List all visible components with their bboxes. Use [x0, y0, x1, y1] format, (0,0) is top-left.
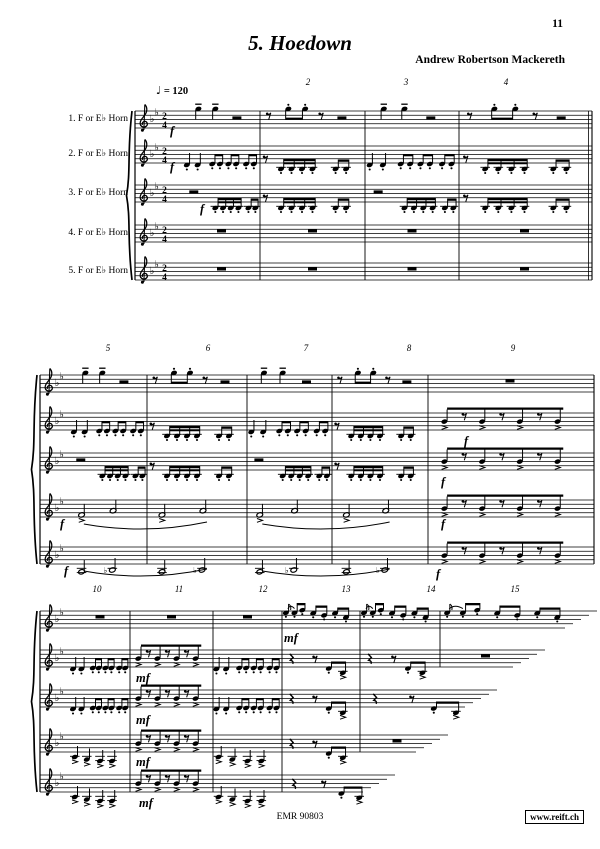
part-label-horn2: 2. F or E♭ Horn — [68, 149, 128, 159]
dynamic-marking: f — [170, 160, 175, 174]
svg-text:♭: ♭ — [59, 771, 64, 783]
svg-text:♭: ♭ — [54, 415, 60, 427]
svg-text:♭: ♭ — [54, 613, 60, 625]
svg-text:♭: ♭ — [54, 455, 60, 467]
dynamic-marking: mf — [139, 796, 153, 810]
measure-number: 13 — [341, 584, 351, 594]
svg-text:♭: ♭ — [103, 565, 108, 575]
svg-text:2: 2 — [162, 225, 167, 236]
svg-text:♭: ♭ — [59, 686, 64, 698]
svg-text:♭: ♭ — [59, 731, 64, 743]
svg-text:♭: ♭ — [193, 565, 197, 575]
svg-text:♭: ♭ — [375, 565, 380, 575]
part-label-horn5: 5. F or E♭ Horn — [68, 266, 128, 276]
part-label-horn1: 1. F or E♭ Horn — [68, 114, 128, 124]
measure-number: 12 — [258, 584, 268, 594]
svg-text:♭: ♭ — [54, 737, 60, 749]
measure-number: 10 — [92, 584, 102, 594]
part-label-horn3: 3. F or E♭ Horn — [68, 188, 128, 198]
svg-text:♭: ♭ — [149, 227, 155, 239]
svg-text:♭: ♭ — [59, 607, 64, 619]
svg-text:♭: ♭ — [154, 259, 159, 271]
measure-number: 15 — [510, 584, 520, 594]
svg-text:♭: ♭ — [59, 371, 64, 383]
measure-number: 11 — [174, 584, 184, 594]
dynamic-marking: mf — [136, 713, 150, 727]
dynamic-marking: f — [436, 567, 441, 581]
measure-number: 6 — [205, 343, 211, 353]
dynamic-marking: f — [441, 517, 446, 531]
dynamic-marking: f — [464, 434, 469, 448]
tempo-value: = 120 — [163, 86, 189, 97]
measure-number: 2 — [305, 77, 311, 87]
svg-text:4: 4 — [162, 234, 167, 245]
dynamic-marking: f — [170, 124, 175, 138]
svg-text:2: 2 — [162, 263, 167, 274]
svg-text:♭: ♭ — [54, 777, 60, 789]
svg-text:♭: ♭ — [54, 502, 60, 514]
measure-number: 9 — [510, 343, 516, 353]
svg-text:2: 2 — [162, 146, 167, 157]
svg-text:♭: ♭ — [59, 496, 64, 508]
svg-text:♭: ♭ — [154, 181, 159, 193]
svg-text:♭: ♭ — [154, 107, 159, 119]
svg-text:♭: ♭ — [149, 148, 155, 160]
svg-text:2: 2 — [162, 111, 167, 122]
svg-text:♭: ♭ — [154, 142, 159, 154]
dynamic-marking: f — [200, 202, 205, 216]
measure-number: 14 — [426, 584, 436, 594]
measure-number: 3 — [403, 77, 409, 87]
dynamic-marking: mf — [136, 671, 150, 685]
page-number: 11 — [552, 18, 563, 30]
svg-text:♭: ♭ — [59, 449, 64, 461]
measure-number: 5 — [105, 343, 111, 353]
svg-text:♭: ♭ — [59, 409, 64, 421]
svg-text:♭: ♭ — [54, 377, 60, 389]
svg-text:♭: ♭ — [54, 549, 60, 561]
svg-text:4: 4 — [162, 155, 167, 166]
svg-text:♭: ♭ — [54, 692, 60, 704]
dynamic-marking: mf — [136, 755, 150, 769]
publisher-code: EMR 90803 — [276, 812, 324, 822]
dynamic-marking: f — [64, 564, 69, 578]
svg-text:♭: ♭ — [54, 652, 60, 664]
publisher-website: www.reift.ch — [525, 810, 584, 824]
svg-text:4: 4 — [162, 194, 167, 205]
composer-name: Andrew Robertson Mackereth — [415, 54, 565, 66]
dynamic-marking: f — [60, 517, 65, 531]
svg-text:♭: ♭ — [59, 646, 64, 658]
measure-number: 8 — [406, 343, 412, 353]
svg-text:2: 2 — [162, 185, 167, 196]
quarter-note-icon: ♩ — [156, 84, 162, 97]
svg-text:4: 4 — [162, 272, 167, 283]
svg-text:♭: ♭ — [59, 543, 64, 555]
dynamic-marking: mf — [284, 631, 298, 645]
svg-text:4: 4 — [162, 120, 167, 131]
piece-title: 5. Hoedown — [248, 31, 352, 55]
svg-text:♭: ♭ — [149, 113, 155, 125]
part-label-horn4: 4. F or E♭ Horn — [68, 228, 128, 238]
dynamic-marking: f — [441, 475, 446, 489]
measure-number: 7 — [303, 343, 309, 353]
svg-text:♭: ♭ — [149, 187, 155, 199]
svg-text:♭: ♭ — [149, 265, 155, 277]
svg-text:♭: ♭ — [284, 565, 289, 575]
measure-number: 4 — [503, 77, 509, 87]
svg-text:♭: ♭ — [154, 221, 159, 233]
